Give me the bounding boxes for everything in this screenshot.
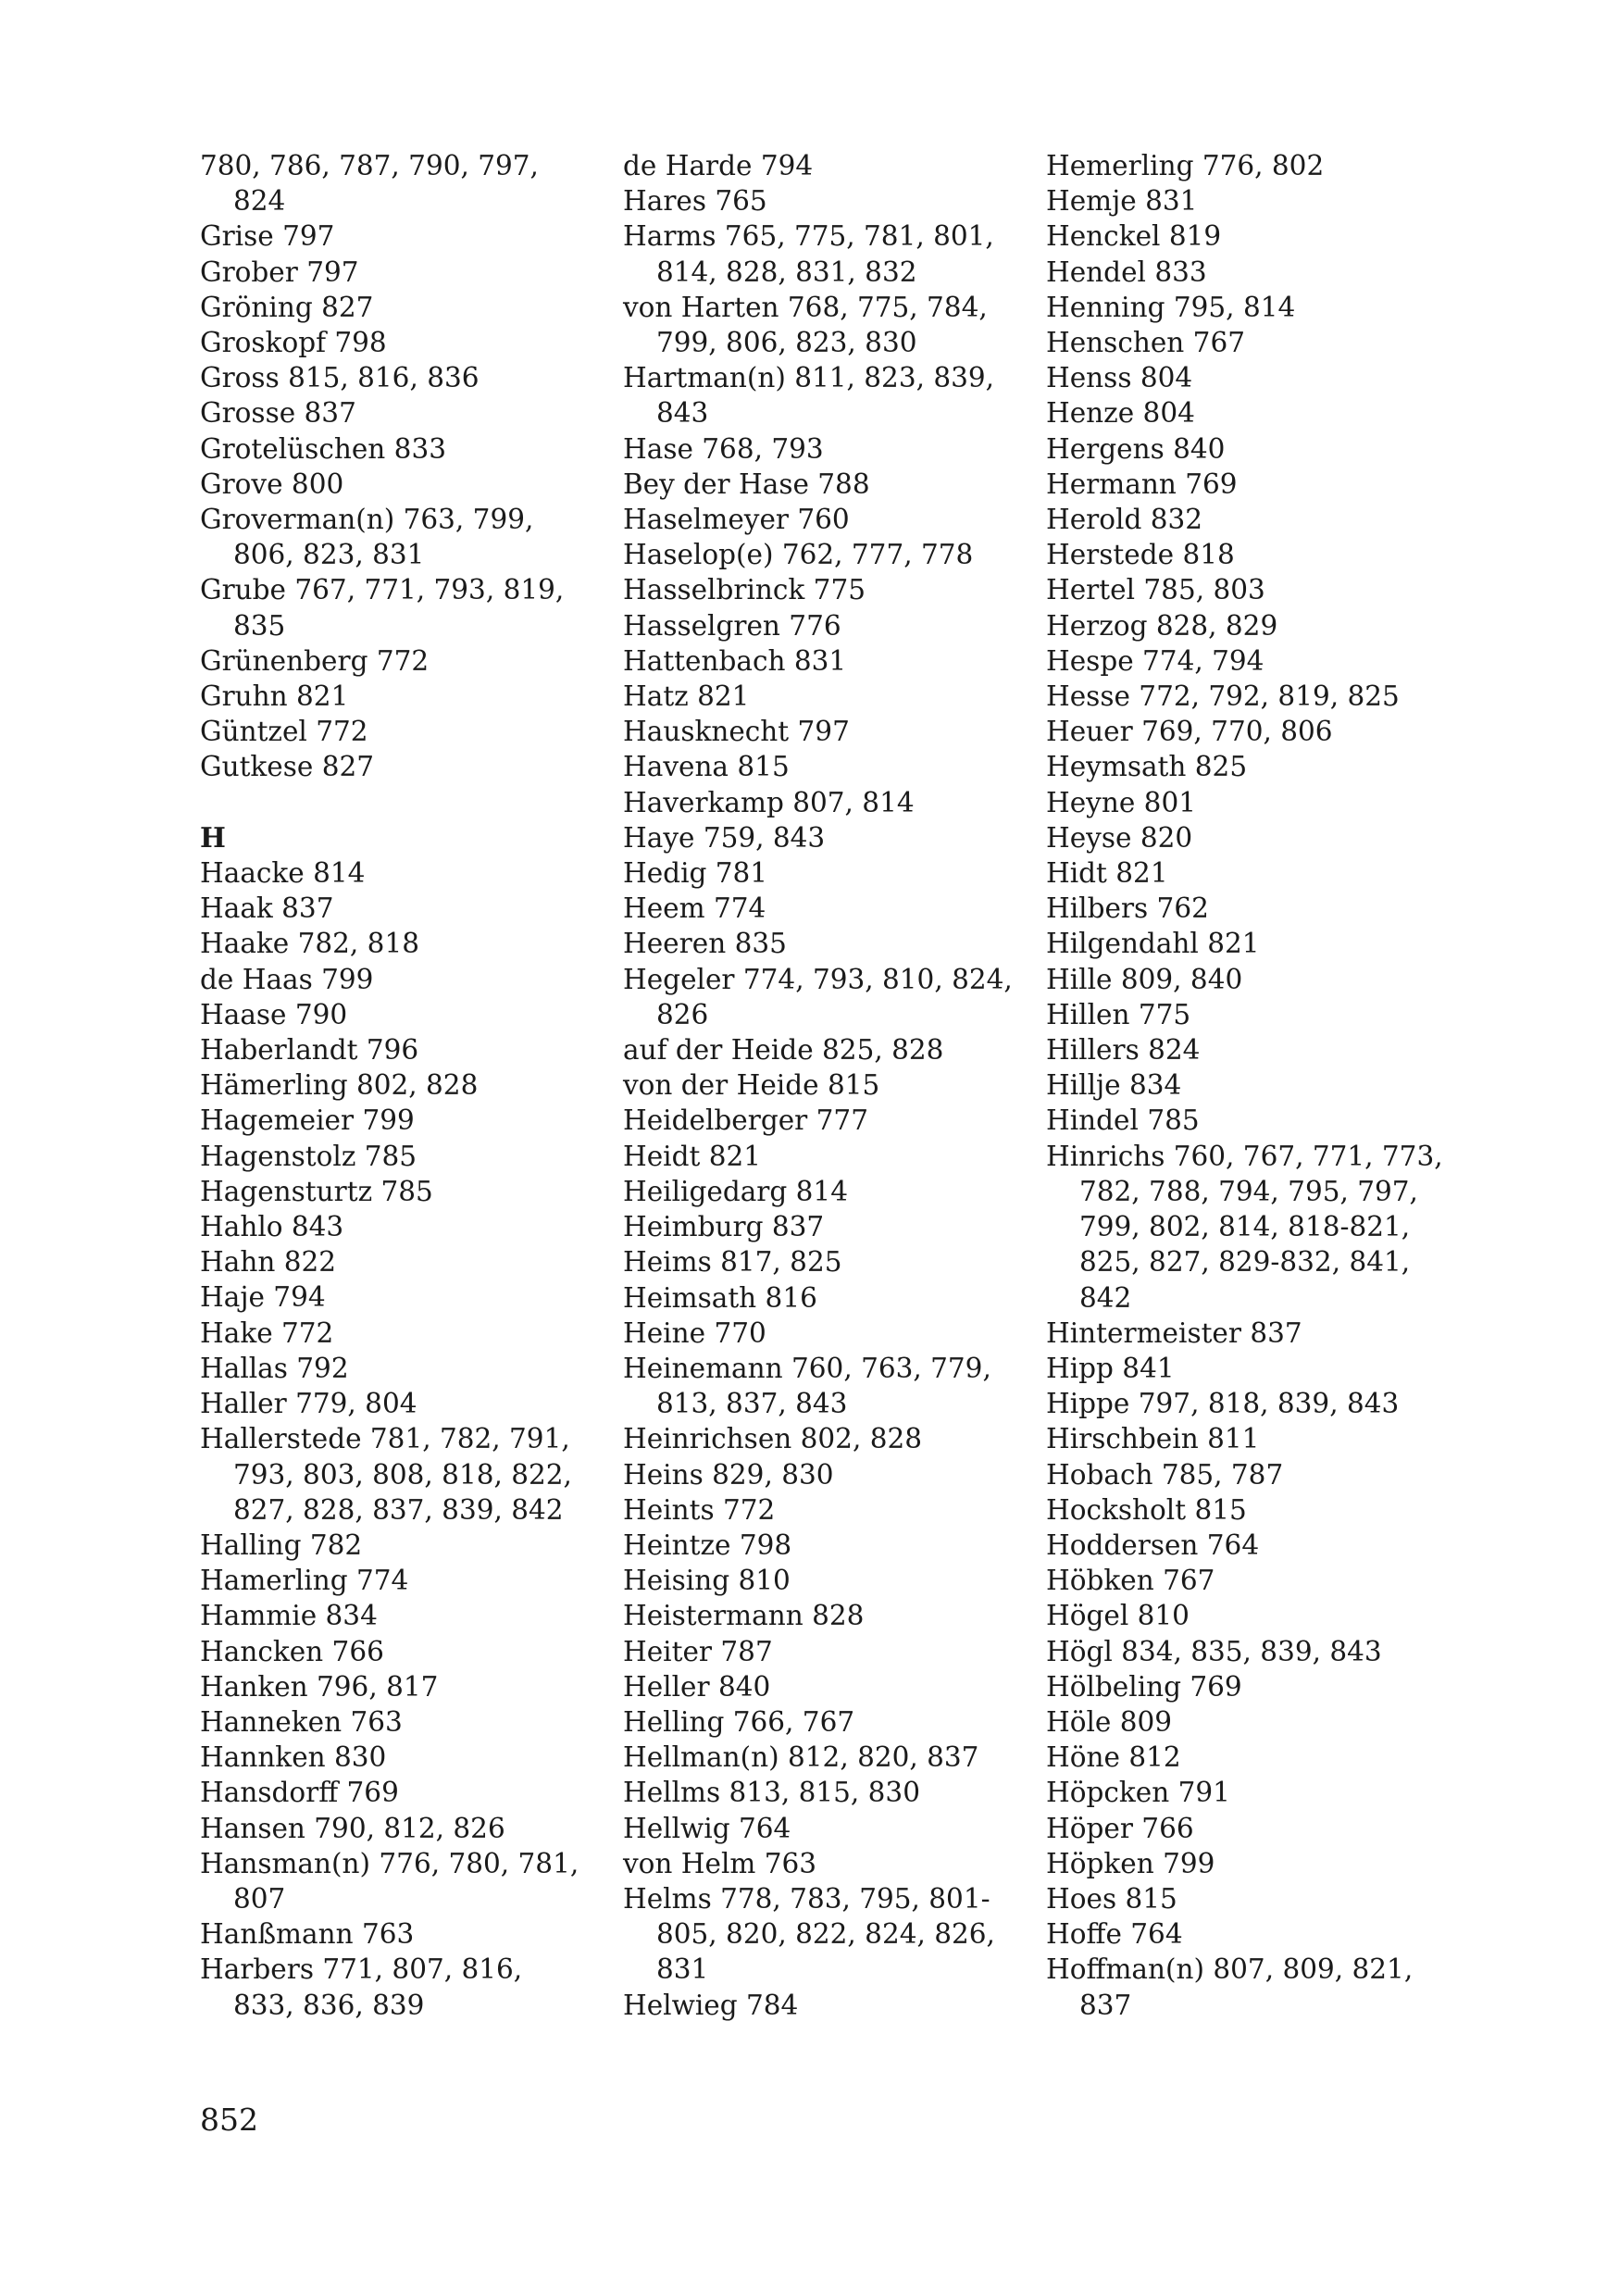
index-entry: de Harde 794 <box>623 150 814 181</box>
index-entry: Heeren 835 <box>623 928 787 960</box>
index-entry: Hattenbach 831 <box>623 644 847 677</box>
index-entry: Högel 810 <box>1046 1600 1190 1632</box>
index-entry: Hagensturtz 785 <box>200 1175 433 1207</box>
index-entry: Grotelüschen 833 <box>200 432 446 465</box>
index-entry: Haselmeyer 760 <box>623 504 850 536</box>
index-entry: Hergens 840 <box>1046 432 1226 465</box>
index-entry: Hagemeier 799 <box>200 1104 415 1137</box>
index-entry: Heyne 801 <box>1046 786 1196 818</box>
index-entry: Hancken 766 <box>200 1635 384 1667</box>
index-entry: Heuer 769, 770, 806 <box>1046 716 1333 748</box>
index-entry: Henning 795, 814 <box>1046 291 1296 323</box>
index-entry: Hausknecht 797 <box>623 716 850 748</box>
index-entry: Hipp 841 <box>1046 1352 1175 1384</box>
index-entry: Heidt 821 <box>623 1140 762 1172</box>
index-entry: Hamerling 774 <box>200 1565 409 1597</box>
index-entry: Harms 765, 775, 781, 801, 814, 828, 831, 832 <box>623 220 994 288</box>
index-entry: Helms 778, 783, 795, 801-805, 820, 822, 824, 826, 831 <box>623 1882 995 1986</box>
index-entry: Hansman(n) 776, 780, 781, 807 <box>200 1847 579 1915</box>
index-entry: Heints 772 <box>623 1493 776 1526</box>
index-entry: Güntzel 772 <box>200 716 368 748</box>
index-entry: Bey der Hase 788 <box>623 468 870 500</box>
index-entry: Hasselbrinck 775 <box>623 574 866 606</box>
index-entry: Hesse 772, 792, 819, 825 <box>1046 680 1400 713</box>
index-entry: Hatz 821 <box>623 680 750 713</box>
index-entry: Hindel 785 <box>1046 1104 1200 1137</box>
index-entry: Gutkese 827 <box>200 751 375 783</box>
index-entry: Haase 790 <box>200 998 348 1030</box>
index-entry: Haacke 814 <box>200 857 366 890</box>
index-entry: Haverkamp 807, 814 <box>623 786 915 818</box>
index-entry: Hertel 785, 803 <box>1046 574 1265 606</box>
index-entry: de Haas 799 <box>200 963 374 995</box>
index-entry: Heintze 798 <box>623 1529 792 1561</box>
index-entry: Hahlo 843 <box>200 1211 344 1243</box>
index-entry: Grosse 837 <box>200 397 356 430</box>
index-entry: Haselop(e) 762, 777, 778 <box>623 539 974 571</box>
index-entry: Hansdorff 769 <box>200 1777 399 1809</box>
index-entry: Hidt 821 <box>1046 857 1168 890</box>
index-entry: Hespe 774, 794 <box>1046 644 1264 677</box>
index-entry: Groverman(n) 763, 799, 806, 823, 831 <box>200 504 534 571</box>
index-entry: Herstede 818 <box>1046 539 1235 571</box>
index-entry: Hoffman(n) 807, 809, 821, 837 <box>1046 1953 1414 2021</box>
index-entry: Höpken 799 <box>1046 1847 1215 1879</box>
index-entry: Hirschbein 811 <box>1046 1423 1260 1455</box>
index-entry: 780, 786, 787, 790, 797, 824 <box>200 150 539 218</box>
index-entry: Heymsath 825 <box>1046 751 1248 783</box>
index-entry: Hilbers 762 <box>1046 892 1209 925</box>
index-entry: Herold 832 <box>1046 504 1203 536</box>
index-entry: Hannken 830 <box>200 1741 387 1774</box>
index-entry: Hanßmann 763 <box>200 1918 415 1951</box>
index-entry: Halling 782 <box>200 1529 363 1561</box>
index-entry: Hillen 775 <box>1046 998 1191 1030</box>
index-entry: Haberlandt 796 <box>200 1034 419 1067</box>
index-entry: Heimburg 837 <box>623 1211 825 1243</box>
index-entry: Hobach 785, 787 <box>1046 1458 1284 1491</box>
index-entry: Heistermann 828 <box>623 1600 865 1632</box>
index-entry: Hegeler 774, 793, 810, 824, 826 <box>623 963 1013 1030</box>
index-entry: Hanneken 763 <box>200 1705 403 1738</box>
index-entry: Heine 770 <box>623 1316 766 1349</box>
index-entry: Hoddersen 764 <box>1046 1529 1260 1561</box>
index-entry: Hallas 792 <box>200 1352 349 1384</box>
index-entry: Höbken 767 <box>1046 1565 1215 1597</box>
index-entry: Henss 804 <box>1046 362 1193 394</box>
index-entry: Hillers 824 <box>1046 1034 1201 1067</box>
index-entry: Grube 767, 771, 793, 819, 835 <box>200 574 565 642</box>
index-entry: Hendel 833 <box>1046 256 1207 288</box>
index-entry: Hermann 769 <box>1046 468 1238 500</box>
index-entry: Gross 815, 816, 836 <box>200 362 480 394</box>
index-entry: Hansen 790, 812, 826 <box>200 1812 505 1844</box>
index-entry: Hocksholt 815 <box>1046 1493 1247 1526</box>
index-entry: Heims 817, 825 <box>623 1246 842 1279</box>
index-entry: Hahn 822 <box>200 1246 336 1279</box>
index-entry: Heem 774 <box>623 892 766 925</box>
index-entry: Heising 810 <box>623 1565 791 1597</box>
index-entry: Haak 837 <box>200 892 334 925</box>
index-entry: Grünenberg 772 <box>200 644 430 677</box>
index-entry: auf der Heide 825, 828 <box>623 1034 944 1067</box>
index-entry: Hölbeling 769 <box>1046 1670 1242 1703</box>
index-entry: Haake 782, 818 <box>200 928 419 960</box>
index-entry: Hellwig 764 <box>623 1812 791 1844</box>
index-entry: Hippe 797, 818, 839, 843 <box>1046 1388 1400 1420</box>
index-entry: Heiligedarg 814 <box>623 1175 848 1207</box>
index-entry: Hoes 815 <box>1046 1882 1177 1915</box>
index-entry: Hartman(n) 811, 823, 839, 843 <box>623 362 995 430</box>
index-entry: Hallerstede 781, 782, 791, 793, 803, 808, 818, 822, 827, 828, 837, 839, 842 <box>200 1423 572 1526</box>
index-entry: Höne 812 <box>1046 1741 1181 1774</box>
index-entry: Groskopf 798 <box>200 327 387 359</box>
index-entry: Hillje 834 <box>1046 1069 1182 1102</box>
index-column-2 <box>623 148 1021 2023</box>
index-entry: Herzog 828, 829 <box>1046 609 1278 642</box>
index-entry: Hake 772 <box>200 1316 334 1349</box>
index-entry: Hase 768, 793 <box>623 432 824 465</box>
index-entry: Hilgendahl 821 <box>1046 928 1260 960</box>
page-number: 852 <box>200 2102 258 2138</box>
index-entry: Höle 809 <box>1046 1705 1173 1738</box>
index-entry: Högl 834, 835, 839, 843 <box>1046 1635 1382 1667</box>
index-entry: Grober 797 <box>200 256 359 288</box>
index-entry: Havena 815 <box>623 751 790 783</box>
index-entry: Haller 779, 804 <box>200 1388 417 1420</box>
index-entry: Hares 765 <box>623 185 767 218</box>
index-entry: Hoffe 764 <box>1046 1918 1183 1951</box>
index-entry: von Harten 768, 775, 784, 799, 806, 823, 830 <box>623 291 988 359</box>
index-entry: Harbers 771, 807, 816, 833, 836, 839 <box>200 1953 523 2021</box>
index-entry: Hille 809, 840 <box>1046 963 1243 995</box>
index-entry: Hintermeister 837 <box>1046 1316 1302 1349</box>
index-entry: Hedig 781 <box>623 857 768 890</box>
index-entry: Haje 794 <box>200 1281 326 1314</box>
index-entry: Heiter 787 <box>623 1635 773 1667</box>
index-entry: Hinrichs 760, 767, 771, 773, 782, 788, 794, 795, 797, 799, 802, 814, 818-821, 825, 827, 829-832, 841, 842 <box>1046 1140 1443 1314</box>
index-entry: Höpcken 791 <box>1046 1777 1230 1809</box>
index-entry: Helling 766, 767 <box>623 1705 855 1738</box>
index-entry: Hellms 813, 815, 830 <box>623 1777 920 1809</box>
index-entry: Gröning 827 <box>200 291 374 323</box>
index-entry: Heidelberger 777 <box>623 1104 868 1137</box>
index-entry: Haye 759, 843 <box>623 821 826 854</box>
index-entry: Hammie 834 <box>200 1600 378 1632</box>
index-entry: Henschen 767 <box>1046 327 1245 359</box>
index-entry: von Helm 763 <box>623 1847 817 1879</box>
index-entry: Heller 840 <box>623 1670 771 1703</box>
index-entry: Hemerling 776, 802 <box>1046 150 1325 181</box>
index-entry: Heyse 820 <box>1046 821 1193 854</box>
index-entry: Henckel 819 <box>1046 220 1222 253</box>
index-entry: Heimsath 816 <box>623 1281 817 1314</box>
index-entry: Grise 797 <box>200 220 335 253</box>
index-entry: Grove 800 <box>200 468 344 500</box>
index-entry: Hämerling 802, 828 <box>200 1069 479 1102</box>
index-entry: Hanken 796, 817 <box>200 1670 439 1703</box>
index-entry: Heinrichsen 802, 828 <box>623 1423 923 1455</box>
index-entry: von der Heide 815 <box>623 1069 880 1102</box>
index-entry: Henze 804 <box>1046 397 1195 430</box>
index-entry: Hellman(n) 812, 820, 837 <box>623 1741 979 1774</box>
index-column-1 <box>200 148 589 2023</box>
index-entry: Hemje 831 <box>1046 185 1198 218</box>
index-entry: Hasselgren 776 <box>623 609 841 642</box>
index-entry: Heinemann 760, 763, 779, 813, 837, 843 <box>623 1352 991 1420</box>
index-entry: Helwieg 784 <box>623 1989 799 2021</box>
index-entry: Höper 766 <box>1046 1812 1194 1844</box>
index-entry: Gruhn 821 <box>200 680 349 713</box>
index-letter-heading: H <box>200 820 226 854</box>
index-entry: Heins 829, 830 <box>623 1458 834 1491</box>
index-column-3 <box>1046 148 1453 2023</box>
index-entry: Hagenstolz 785 <box>200 1140 417 1172</box>
